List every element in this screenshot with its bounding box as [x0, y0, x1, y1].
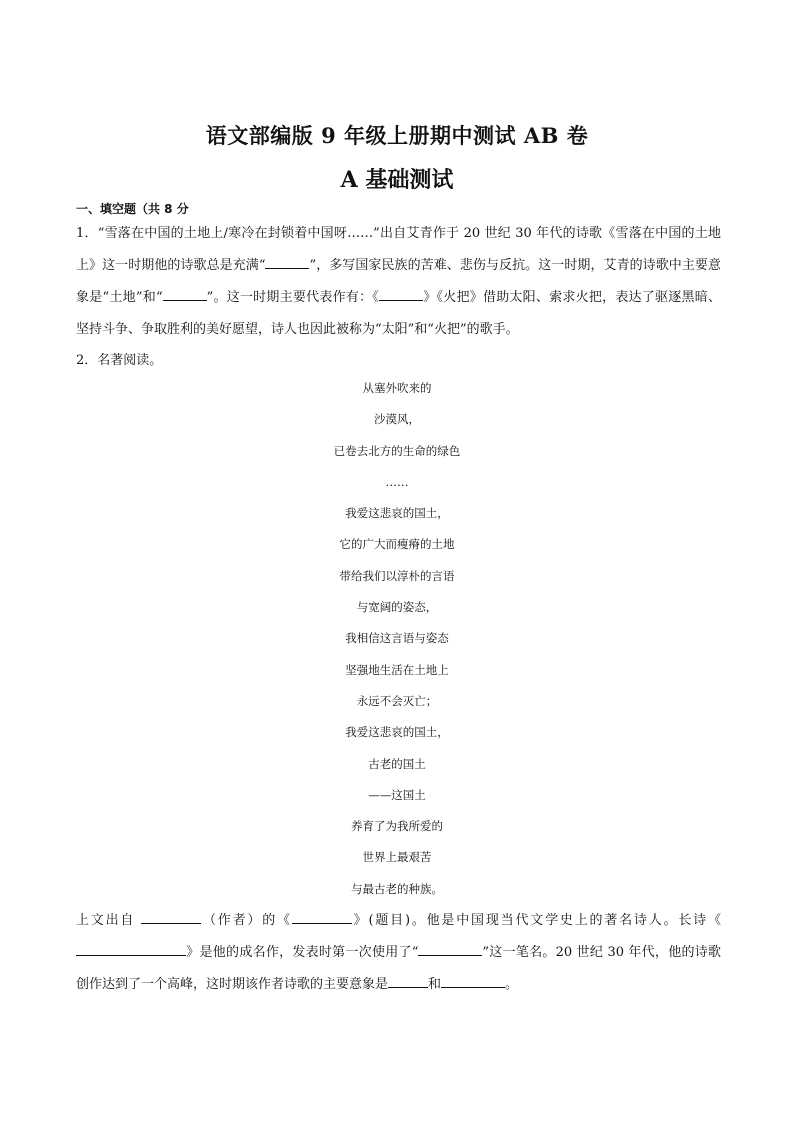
question-2-text-e: ”这一笔名。20 世纪 30 年代，他的诗歌创作达到了一个高峰，这时期该作者诗歌的主要意象是: [76, 945, 721, 992]
poem: [0, 373, 794, 905]
answer-blank[interactable]: [163, 286, 207, 301]
answer-blank[interactable]: [141, 909, 201, 924]
question-2-text-d: 》是他的成名作，发表时第一次使用了“: [186, 945, 419, 960]
poem-line: 我相信这言语与姿态: [345, 631, 449, 646]
answer-blank[interactable]: [441, 973, 505, 988]
poem-line: 养育了为我所爱的: [351, 819, 443, 834]
answer-blank[interactable]: [265, 254, 309, 269]
answer-blank[interactable]: [388, 973, 428, 988]
poem-line: 沙漠风，: [374, 412, 420, 427]
question-2-label: 2．名著阅读。: [76, 353, 163, 368]
poem-line: 它的广大而瘦瘠的土地: [339, 537, 455, 552]
poem-line: 世界上最艰苦: [362, 850, 432, 865]
answer-blank[interactable]: [292, 909, 352, 924]
question-1-text-c: ”。这一时期主要代表作有：《: [206, 290, 380, 305]
poem-line: 已卷去北方的生命的绿色: [333, 443, 461, 458]
answer-blank[interactable]: [418, 941, 482, 956]
poem-line: ……: [385, 474, 409, 489]
question-2-text-g: 。: [505, 977, 519, 992]
poem-line: 永远不会灭亡；: [356, 693, 438, 708]
answer-blank[interactable]: [379, 286, 423, 301]
poem-line: 带给我们以淳朴的言语: [339, 568, 455, 583]
question-2-text-f: 和: [428, 977, 442, 992]
question-1-text-d: 》《火把》借助太阳、索求火把，表达了驱逐黑暗、坚持斗争、争取胜利的美好愿望，诗人也因此被称为“太阳”和“火把”的歌手。: [76, 290, 721, 337]
question-2-text-a: 上文出自: [76, 913, 142, 928]
question-1-text-a: 1．“雪落在中国的土地上/寒冷在封锁着中国呀……”出自艾青作于 20 世纪 30 年代的诗歌《雪落在中国的土地上》这一时期他的诗歌总是充满“: [76, 226, 721, 273]
poem-line: 从塞外吹来的: [362, 381, 432, 395]
poem-line: 古老的国土: [368, 756, 426, 771]
question-1: [76, 218, 721, 346]
poem-line: 与最古老的种族。: [351, 881, 443, 896]
question-2-text-c: 》(题目)。他是中国现当代文学史上的著名诗人。长诗《: [351, 913, 721, 928]
page-subtitle: A 基础测试: [340, 167, 454, 193]
page-title: 语文部编版 9 年级上册期中测试 AB 卷: [205, 123, 589, 148]
question-1-text-b: ”，多写国家民族的苦难、悲伤与反抗。这一时期，艾青的诗歌中主要意象是“土地”和“: [76, 258, 721, 305]
question-2-blanks: [76, 905, 721, 1001]
poem-line: 坚强地生活在土地上: [345, 662, 449, 677]
section-heading: 一、填空题（共 8 分: [76, 202, 189, 216]
poem-line: 我爱这悲哀的国土，: [345, 506, 449, 521]
question-2-text-b: （作者）的《: [201, 913, 292, 928]
poem-line: ——这国土: [368, 787, 426, 802]
answer-blank[interactable]: [76, 941, 186, 956]
poem-line: 我爱这悲哀的国土，: [345, 725, 449, 740]
poem-line: 与宽阔的姿态，: [356, 600, 438, 615]
